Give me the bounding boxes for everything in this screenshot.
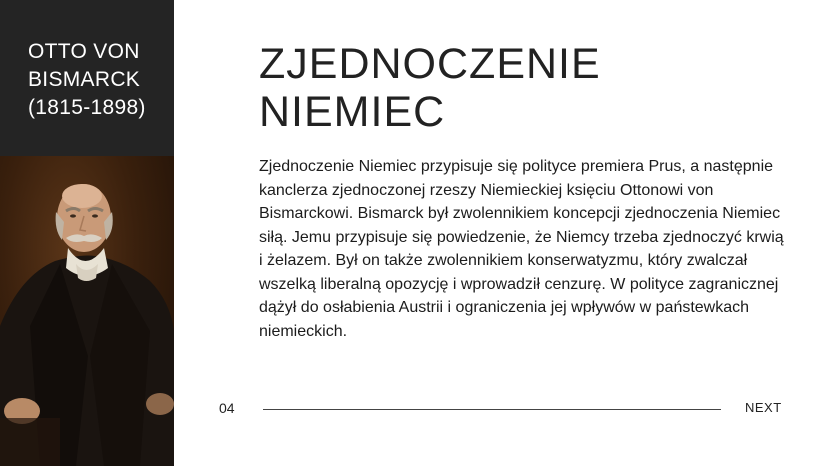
portrait-image: [0, 156, 174, 466]
sidebar-title-line: BISMARCK: [28, 68, 141, 91]
page-title-line: ZJEDNOCZENIE: [259, 40, 601, 88]
body-paragraph: Zjednoczenie Niemiec przypisuje się polityce premiera Prus, a następnie kanclerza zjednoczonej rzeszy Niemieckiej księciu Ottonowi von Bismarckowi. Bismarck był zwolennikiem koncepcji zjednoczenia Niemiec siłą. Jemu przypisuje się powiedzenie, że Niemcy trzeba zjednoczyć krwią i żelazem. Był on także zwolennikiem konserwatyzmu, który zwalczał wszelką liberalną opozycję i wprowadził cenzurę. W polityce zagranicznej dążył do osłabienia Austrii i ograniczenia jej wpływów w państewkach niemieckich.: [259, 158, 784, 340]
sidebar-title-line: OTTO VON: [28, 40, 140, 63]
sidebar-title: [28, 38, 168, 122]
sidebar: [0, 0, 174, 466]
page-title-line: NIEMIEC: [259, 88, 446, 136]
sidebar-title-line: (1815-1898): [28, 96, 146, 119]
page-title: [259, 40, 779, 136]
footer-divider: [263, 409, 721, 410]
page-number: 04: [219, 400, 235, 416]
next-button[interactable]: NEXT: [745, 400, 782, 415]
